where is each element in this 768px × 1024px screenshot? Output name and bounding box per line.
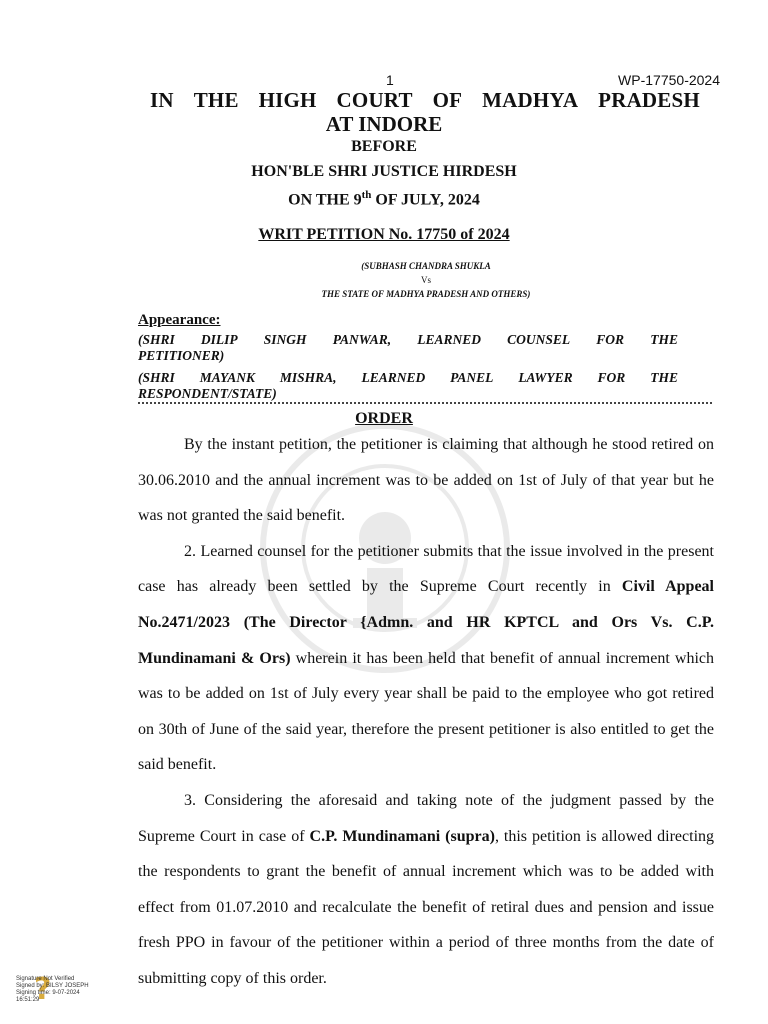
- counsel-word: LEARNED: [417, 332, 481, 347]
- paragraph-text: 3. Considering the aforesaid and taking note of the judgment passed by the Supreme Court in case of: [138, 791, 714, 845]
- respondent-name: THE STATE OF MADHYA PRADESH AND OTHERS): [321, 289, 531, 299]
- date-ordinal: th: [361, 189, 372, 201]
- order-heading: ORDER: [355, 410, 413, 427]
- court-place: AT INDORE: [325, 112, 443, 136]
- appearance-label: Appearance:: [138, 312, 221, 328]
- justice-name: HON'BLE SHRI JUSTICE HIRDESH: [251, 163, 517, 180]
- signature-line: Signing time: 9-07-2024: [16, 990, 80, 996]
- signature-status: [16, 976, 89, 1004]
- court-title-word: PRADESH: [598, 88, 700, 112]
- counsel-petitioner: [138, 332, 678, 364]
- counsel-word: PANEL: [450, 370, 494, 385]
- counsel-word: THE: [650, 370, 678, 385]
- date-suffix: OF JULY, 2024: [371, 191, 480, 209]
- counsel-word: SINGH: [263, 332, 307, 347]
- counsel-line: [138, 332, 678, 348]
- counsel-word: MAYANK: [199, 370, 255, 385]
- paragraph-text: wherein it has been held that benefit of annual increment which was to be added on 1st of July every year shall be paid to the employee who got retired on 30th of June of the said year, therefore the present petitioner is also entitled to get the said benefit.: [138, 649, 714, 774]
- court-title-word: MADHYA: [482, 88, 579, 112]
- counsel-word: DILIP: [200, 332, 238, 347]
- counsel-line: [138, 370, 678, 386]
- separator-line: [138, 402, 712, 404]
- counsel-word: LEARNED: [361, 370, 426, 385]
- page-number: 1: [386, 72, 394, 88]
- paragraph-text: 2. Learned counsel for the petitioner submits that the issue involved in the present case has already been settled by the Supreme Court recently in: [138, 542, 714, 596]
- hearing-date: [0, 189, 768, 209]
- versus-label: Vs: [420, 275, 431, 285]
- signature-line: Signed by: BILSY JOSEPH: [16, 983, 89, 989]
- counsel-word: (SHRI: [138, 370, 175, 385]
- counsel-word: PANWAR,: [332, 332, 392, 347]
- court-title-word: HIGH: [258, 88, 317, 112]
- counsel-word: LAWYER: [518, 370, 573, 385]
- court-title: [150, 88, 700, 113]
- case-citation: Civil Appeal No.2471/2023 (The Director {Admn. and HR KPTCL and Ors Vs. C.P. Mundinamani & Ors): [138, 578, 714, 667]
- court-title-word: IN: [150, 88, 174, 112]
- order-paragraph-2: [138, 534, 714, 783]
- before-heading: BEFORE: [351, 138, 417, 155]
- order-body: [138, 427, 714, 997]
- court-title-word: THE: [193, 88, 239, 112]
- counsel-word: FOR: [596, 332, 625, 347]
- order-paragraph-1: By the instant petition, the petitioner is claiming that although he stood retired on 30.06.2010 and the annual increment was to be added on 1st of July of that year but he was not granted the said benefit.: [138, 436, 714, 525]
- signature-line: 16:51:29: [16, 997, 40, 1003]
- case-citation: C.P. Mundinamani (supra): [309, 827, 495, 845]
- counsel-word: COUNSEL: [507, 332, 571, 347]
- date-prefix: ON THE 9: [288, 191, 362, 209]
- case-reference: WP-17750-2024: [618, 72, 720, 88]
- counsel-respondent: [138, 370, 678, 402]
- counsel-continuation: PETITIONER): [138, 348, 225, 363]
- question-mark-icon: ?: [34, 972, 52, 1007]
- petitioner-name: (SUBHASH CHANDRA SHUKLA: [361, 261, 491, 271]
- petition-number: WRIT PETITION No. 17750 of 2024: [258, 226, 510, 243]
- court-title-word: OF: [432, 88, 463, 112]
- counsel-word: THE: [650, 332, 678, 347]
- order-paragraph-3: [138, 783, 714, 997]
- counsel-continuation: RESPONDENT/STATE): [138, 386, 277, 401]
- counsel-word: (SHRI: [138, 332, 175, 347]
- court-title-word: COURT: [336, 88, 413, 112]
- paragraph-text: , this petition is allowed directing the respondents to grant the benefit of annual increment which was to be added with effect from 01.07.2010 and recalculate the benefit of retiral dues and pension and issue fresh PPO in favour of the petitioner within a period of three months from the date of submitting copy of this order.: [138, 827, 715, 987]
- counsel-word: MISHRA,: [279, 370, 337, 385]
- signature-line: Signature Not Verified: [16, 976, 75, 982]
- counsel-word: FOR: [597, 370, 626, 385]
